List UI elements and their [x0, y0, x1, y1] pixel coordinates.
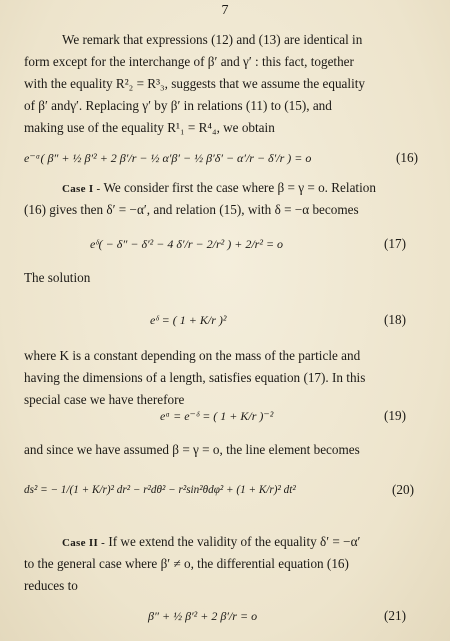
paragraph-line: We remark that expressions (12) and (13) are identical in [62, 32, 363, 47]
case-one-text: We consider first the case where β = γ = o. Relation [100, 180, 376, 195]
paragraph-line: form except for the interchange of β′ and γ′ : this fact, together [24, 54, 354, 69]
page-number: 7 [221, 3, 229, 18]
equation-20: ds² = − 1/(1 + K/r)² dr² − r²dθ² − r²sin²θdφ² + (1 + K/r)² dt² [24, 484, 296, 496]
case-two-line [62, 534, 360, 551]
equation-17: eᵟ( − δ″ − δ′² − 4 δ′/r − 2/r² ) + 2/r² = o [90, 237, 284, 251]
equation-18: eᵟ = ( 1 + K/r )² [150, 313, 227, 327]
equation-number: (18) [384, 312, 406, 327]
paragraph-line: The solution [24, 270, 91, 285]
case-one-line [62, 180, 376, 197]
paragraph-line: special case we have therefore [24, 392, 185, 407]
case-one-label: Case I - [62, 183, 101, 195]
paragraph-line: to the general case where β′ ≠ o, the differential equation (16) [24, 556, 349, 571]
equation-number: (16) [396, 150, 418, 165]
paragraph-line: (16) gives then δ′ = −α′, and relation (15), with δ = −α becomes [24, 202, 359, 217]
equation-number: (20) [392, 482, 414, 497]
equation-number: (19) [384, 408, 406, 423]
equation-number: (17) [384, 236, 406, 251]
paragraph-line: of β′ andγ′. Replacing γ′ by β′ in relations (11) to (15), and [24, 98, 332, 113]
paragraph-line: where K is a constant depending on the mass of the particle and [24, 348, 361, 363]
paragraph-line: making use of the equality R¹₁ = R⁴₄, we obtain [24, 120, 275, 135]
paragraph-line: reduces to [24, 578, 78, 593]
equation-21: β″ + ½ β′² + 2 β′/r = o [148, 609, 258, 623]
case-two-text: If we extend the validity of the equality δ′ = −α′ [105, 534, 361, 549]
equation-19: eᵅ = e⁻ᵟ = ( 1 + K/r )⁻² [160, 409, 274, 423]
paragraph-line: having the dimensions of a length, satisfies equation (17). In this [24, 370, 366, 385]
paragraph-line: with the equality R²₂ = R³₃, suggests that we assume the equality [24, 76, 365, 91]
case-two-label: Case II - [62, 537, 106, 549]
equation-number: (21) [384, 608, 406, 623]
equation-16: e⁻ᵅ( β″ + ½ β′² + 2 β′/r − ½ α′β′ − ½ β′δ′ − α′/r − δ′/r ) = o [24, 151, 312, 165]
paragraph-line: and since we have assumed β = γ = o, the line element becomes [24, 442, 360, 457]
